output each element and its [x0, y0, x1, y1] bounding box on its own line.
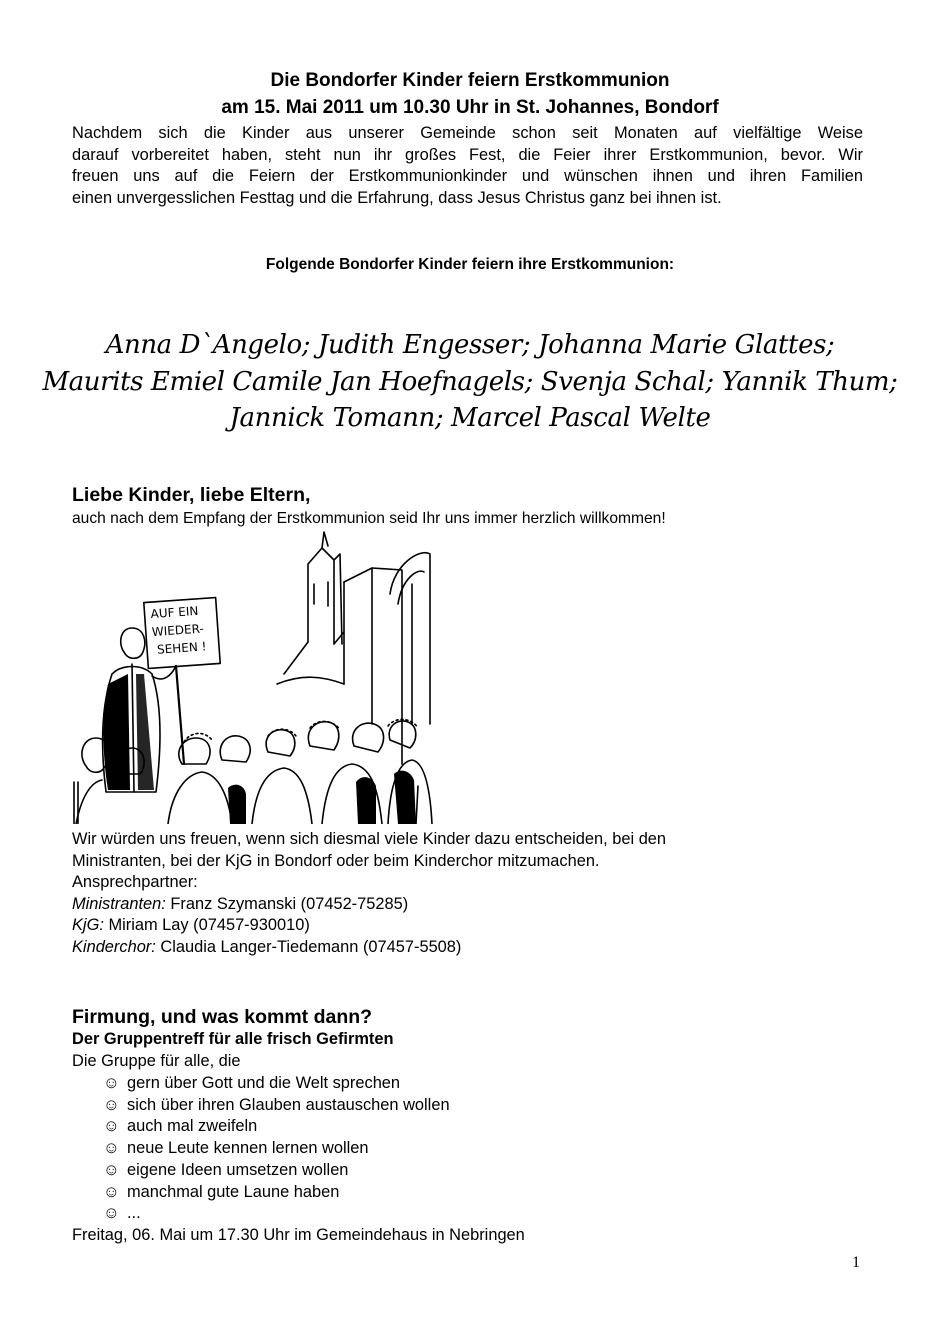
list-item	[103, 1203, 141, 1224]
list-item-text: auch mal zweifeln	[127, 1117, 258, 1135]
contact-label: Ansprechpartner:	[72, 873, 198, 891]
kids-heading: Folgende Bondorfer Kinder feiern ihre Erstkommunion:	[265, 256, 675, 273]
list-item-text: eigene Ideen umsetzen wollen	[127, 1161, 349, 1179]
section-heading-firmung: Firmung, und was kommt dann?	[72, 1006, 373, 1028]
paragraph-line: Ministranten, bei der KjG in Bondorf oder beim Kinderchor mitzumachen.	[72, 852, 600, 870]
section-subline: auch nach dem Empfang der Erstkommunion seid Ihr uns immer herzlich willkommen!	[72, 510, 666, 527]
contact-role: Kinderchor:	[72, 938, 156, 956]
smiley-icon: ☺	[103, 1183, 120, 1201]
sign-text: WIEDER-	[151, 621, 205, 640]
contact-role: KjG:	[72, 916, 104, 934]
section-heading-kids-parents: Liebe Kinder, liebe Eltern,	[72, 484, 311, 506]
sign-text: SEHEN !	[156, 639, 207, 657]
sign-text: AUF EIN	[150, 603, 199, 622]
smiley-icon: ☺	[103, 1117, 120, 1135]
paragraph-line: Wir würden uns freuen, wenn sich diesmal viele Kinder dazu entscheiden, bei den	[72, 830, 667, 848]
contact-person: Claudia Langer-Tiedemann (07457-5508)	[155, 938, 462, 956]
smiley-icon: ☺	[103, 1204, 120, 1222]
contact-ministranten	[72, 894, 408, 915]
contact-person: Miriam Lay (07457-930010)	[103, 916, 310, 934]
list-item-text: manchmal gute Laune haben	[127, 1183, 340, 1201]
cartoon-illustration	[72, 524, 434, 824]
smiley-icon: ☺	[103, 1139, 120, 1157]
contact-person: Franz Szymanski (07452-75285)	[165, 895, 409, 913]
page-number: 1	[852, 1254, 860, 1271]
list-item	[103, 1160, 348, 1181]
list-item-text: ...	[127, 1204, 141, 1222]
list-item	[103, 1182, 339, 1203]
intro-paragraph	[72, 123, 863, 209]
list-item	[103, 1116, 257, 1137]
contact-role: Ministranten:	[72, 895, 166, 913]
list-item	[103, 1138, 369, 1159]
smiley-icon: ☺	[103, 1096, 120, 1114]
section-subheading: Der Gruppentreff für alle frisch Gefirmten	[72, 1030, 394, 1048]
page-title-line-2: am 15. Mai 2011 um 10.30 Uhr in St. Johannes, Bondorf	[221, 97, 719, 118]
kids-names-line: Maurits Emiel Camile Jan Hoefnagels; Svenja Schal; Yannik Thum;	[42, 367, 898, 397]
intro-line: freuen uns auf die Feiern der Erstkommunionkinder und wünschen ihnen und ihren Familien	[72, 167, 863, 185]
list-lead: Die Gruppe für alle, die	[72, 1052, 241, 1070]
contact-kjg	[72, 915, 310, 936]
list-item-text: sich über ihren Glauben austauschen wollen	[127, 1096, 450, 1114]
list-item-text: neue Leute kennen lernen wollen	[127, 1139, 369, 1157]
event-date-line: Freitag, 06. Mai um 17.30 Uhr im Gemeindehaus in Nebringen	[72, 1226, 525, 1244]
intro-line: Nachdem sich die Kinder aus unserer Gemeinde schon seit Monaten auf vielfältige Weise	[72, 124, 863, 142]
contact-kinderchor	[72, 937, 461, 958]
smiley-icon: ☺	[103, 1074, 120, 1092]
kids-names-line: Jannick Tomann; Marcel Pascal Welte	[229, 403, 711, 433]
page-title-line-1: Die Bondorfer Kinder feiern Erstkommunion	[270, 70, 670, 91]
kids-names-line: Anna D`Angelo; Judith Engesser; Johanna Marie Glattes;	[105, 330, 835, 360]
intro-line: darauf vorbereitet haben, steht nun ihr großes Fest, die Feier ihrer Erstkommunion, bevor. Wir	[72, 145, 863, 164]
list-item-text: gern über Gott und die Welt sprechen	[127, 1074, 401, 1092]
list-item	[103, 1095, 450, 1116]
intro-line: einen unvergesslichen Festtag und die Erfahrung, dass Jesus Christus ganz bei ihnen ist.	[72, 188, 722, 207]
list-item	[103, 1073, 400, 1094]
smiley-icon: ☺	[103, 1161, 120, 1179]
